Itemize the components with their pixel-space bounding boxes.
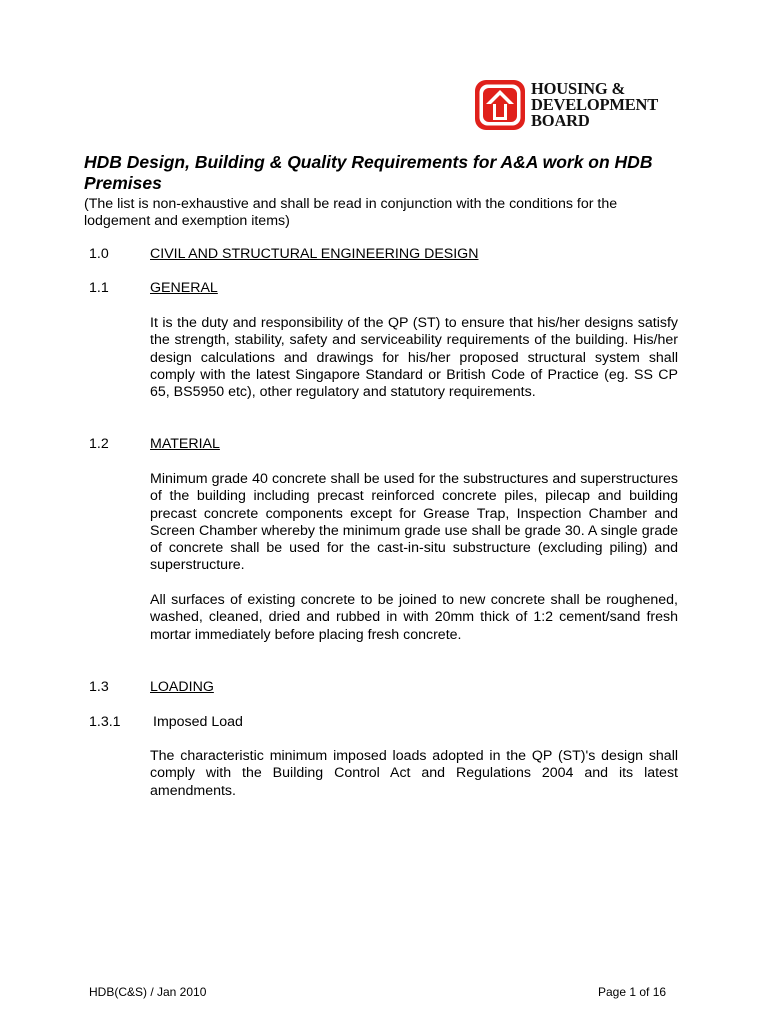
section-paragraph-1-2-a: Minimum grade 40 concrete shall be used for the substructures and superstructures of the building including precast reinforced concrete piles, pilecap and building precast concrete components except for Grease Trap, Inspection Chamber and Screen Chamber whereby the minimum grade use shall be grade 30. A single grade of concrete shall be used for the cast-in-situ substructure (excluding piling) and superstructure. bbox=[150, 471, 678, 574]
footer-page-number: Page 1 of 16 bbox=[598, 985, 667, 999]
section-heading-1-0: CIVIL AND STRUCTURAL ENGINEERING DESIGN bbox=[150, 246, 479, 262]
section-paragraph-1-1: It is the duty and responsibility of the QP (ST) to ensure that his/her designs satisfy the strength, stability, safety and serviceability requirements of the building. His/her design calculations and drawings for his/her proposed structural system shall comply with the latest Singapore Standard or British Code of Practice (eg. SS CP 65, BS5950 etc), other regulatory and statutory requirements. bbox=[150, 315, 678, 401]
document-subtitle: (The list is non-exhaustive and shall be read in conjunction with the conditions for the lodgement and exemption items) bbox=[84, 196, 618, 229]
section-number-1-3: 1.3 bbox=[89, 679, 109, 695]
section-paragraph-1-3-1: The characteristic minimum imposed loads adopted in the QP (ST)'s design shall comply with the Building Control Act and Regulations 2004 and its latest amendments. bbox=[150, 748, 678, 799]
section-heading-1-3-1: Imposed Load bbox=[153, 714, 243, 730]
hdb-house-arrow-icon bbox=[475, 80, 525, 130]
logo-wordmark bbox=[531, 81, 658, 129]
document-title: HDB Design, Building & Quality Requirements for A&A work on HDB Premises bbox=[84, 152, 653, 193]
footer-document-ref: HDB(C&S) / Jan 2010 bbox=[89, 985, 207, 999]
section-number-1-0: 1.0 bbox=[89, 246, 109, 262]
section-heading-1-3: LOADING bbox=[150, 679, 214, 695]
logo-line-1: HOUSING & bbox=[531, 79, 626, 98]
section-heading-1-2: MATERIAL bbox=[150, 436, 220, 452]
section-number-1-1: 1.1 bbox=[89, 280, 109, 296]
logo-line-2: DEVELOPMENT bbox=[531, 95, 659, 114]
section-number-1-3-1: 1.3.1 bbox=[89, 714, 121, 730]
hdb-logo bbox=[475, 78, 690, 134]
section-paragraph-1-2-b: All surfaces of existing concrete to be joined to new concrete shall be roughened, washed, cleaned, dried and rubbed in with 20mm thick of 1:2 cement/sand fresh mortar immediately before placing fresh concrete. bbox=[150, 592, 678, 643]
section-heading-1-1: GENERAL bbox=[150, 280, 218, 296]
section-number-1-2: 1.2 bbox=[89, 436, 109, 452]
logo-line-3: BOARD bbox=[531, 111, 590, 130]
